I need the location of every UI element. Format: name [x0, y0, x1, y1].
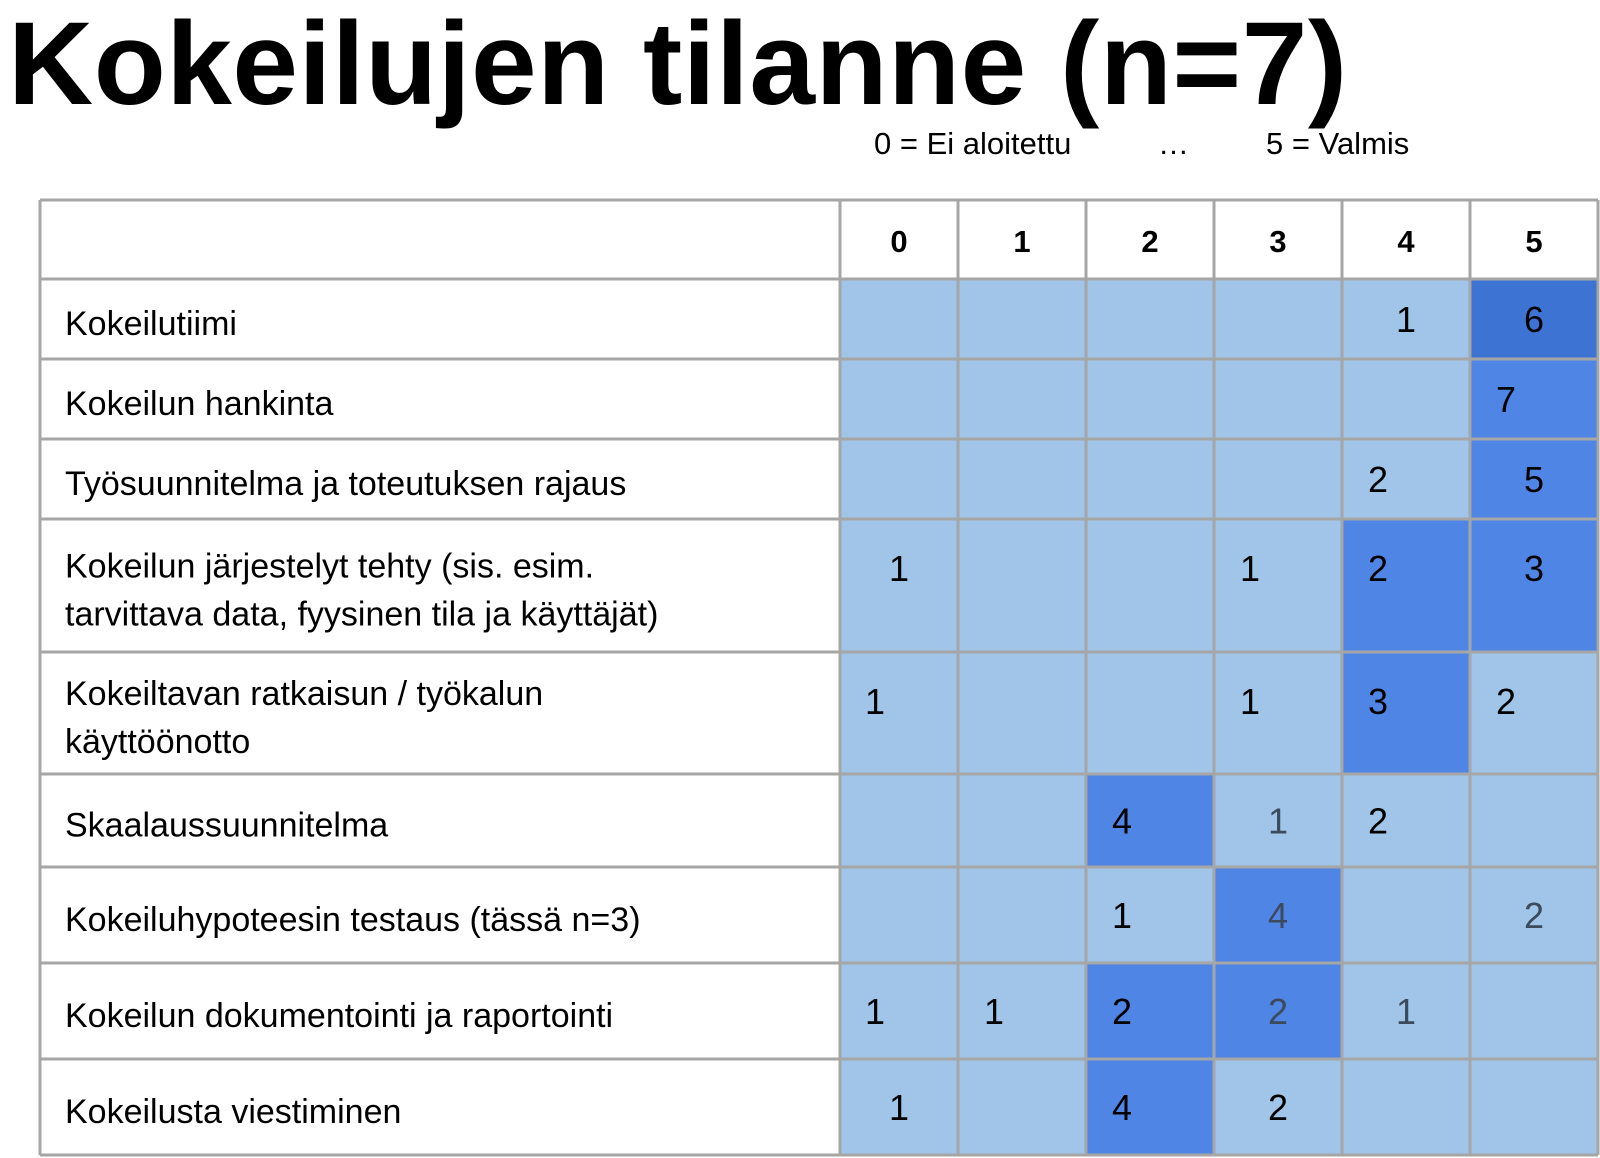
heatmap-cell: [958, 439, 1086, 519]
heatmap-cell: [1342, 519, 1470, 652]
cell-value: 2: [1523, 895, 1545, 936]
heatmap-cell: [1214, 359, 1342, 439]
heatmap-cell: [958, 652, 1086, 774]
heatmap-cell: [1086, 652, 1214, 774]
heatmap-cell: [958, 359, 1086, 439]
cell-value: 1: [1267, 800, 1289, 842]
cell-value: 1: [888, 548, 910, 589]
heatmap-cell: [1086, 439, 1214, 519]
heatmap-cell: [958, 279, 1086, 359]
heatmap-cell: [840, 359, 958, 439]
cell-value: 2: [1367, 459, 1389, 500]
heatmap-cell: [1470, 359, 1598, 439]
heatmap-cell: [1086, 774, 1214, 867]
cell-value: 1: [1395, 991, 1417, 1032]
heatmap-cell: [840, 439, 958, 519]
cell-value: 4: [1111, 1087, 1133, 1128]
scale-legend-end: 5 = Valmis: [1266, 126, 1410, 161]
row-label: tarvittava data, fyysinen tila ja käyttäjät): [65, 595, 659, 634]
heatmap-cell: [1470, 963, 1598, 1059]
heatmap-cell: [1214, 652, 1342, 774]
heatmap-cell: [1086, 963, 1214, 1059]
heatmap-cell: [1342, 652, 1470, 774]
heatmap-cell: [958, 867, 1086, 963]
column-header: 5: [1525, 224, 1543, 259]
heatmap-cell: [1214, 439, 1342, 519]
heatmap-cell: [958, 1059, 1086, 1155]
scale-legend-start: 0 = Ei aloitettu: [874, 126, 1072, 161]
scale-legend-ellipsis: …: [1158, 126, 1189, 161]
heatmap-cell: [1342, 359, 1470, 439]
cell-value: 2: [1495, 681, 1517, 722]
row-label: Työsuunnitelma ja toteutuksen rajaus: [65, 465, 627, 503]
heatmap-cell: [958, 519, 1086, 652]
heatmap-cell: [1342, 867, 1470, 963]
row-label: Kokeilun hankinta: [65, 385, 334, 423]
row-label: Kokeilun dokumentointi ja raportointi: [65, 997, 614, 1035]
column-header: 4: [1397, 224, 1415, 259]
heatmap-cell: [1342, 774, 1470, 867]
cell-value: 1: [864, 991, 886, 1032]
heatmap-cell: [840, 279, 958, 359]
cell-value: 1: [864, 681, 886, 722]
heatmap-cell: [1086, 279, 1214, 359]
row-label: Kokeilusta viestiminen: [65, 1093, 402, 1131]
heatmap-cell: [1470, 774, 1598, 867]
heatmap-cell: [1214, 519, 1342, 652]
heatmap-cell: [840, 774, 958, 867]
heatmap-cell: [840, 867, 958, 963]
cell-value: 6: [1523, 299, 1545, 340]
row-label: käyttöönotto: [65, 723, 251, 761]
cell-value: 2: [1367, 800, 1389, 842]
cell-value: 1: [1395, 299, 1417, 340]
cell-value: 3: [1523, 548, 1545, 589]
cell-value: 2: [1267, 991, 1289, 1032]
cell-value: 1: [1111, 895, 1133, 936]
row-label: Skaalaussuunnitelma: [65, 806, 389, 845]
heatmap-cell: [958, 963, 1086, 1059]
heatmap-cell: [840, 652, 958, 774]
heatmap-cell: [1086, 1059, 1214, 1155]
page-title: Kokeilujen tilanne (n=7): [8, 0, 1348, 130]
cell-value: 2: [1111, 991, 1133, 1032]
heatmap-cell: [1342, 439, 1470, 519]
heatmap-cell: [1086, 867, 1214, 963]
column-header: 0: [890, 224, 908, 259]
cell-value: 1: [1239, 548, 1261, 589]
cell-value: 2: [1267, 1087, 1289, 1128]
heatmap-cell: [1086, 519, 1214, 652]
cell-value: 2: [1367, 548, 1389, 589]
column-header: 1: [1013, 224, 1031, 259]
row-label: Kokeilun järjestelyt tehty (sis. esim.: [65, 547, 595, 586]
cell-value: 4: [1267, 895, 1289, 936]
row-label: Kokeiltavan ratkaisun / työkalun: [65, 675, 544, 713]
heatmap-cell: [1470, 1059, 1598, 1155]
cell-value: 7: [1495, 379, 1517, 420]
heatmap-cell: [1470, 652, 1598, 774]
heatmap-cell: [958, 774, 1086, 867]
cell-value: 1: [1239, 681, 1261, 722]
cell-value: 1: [983, 991, 1005, 1032]
cell-value: 3: [1367, 681, 1389, 722]
cell-value: 1: [888, 1087, 910, 1128]
column-header: 2: [1141, 224, 1159, 259]
cell-value: 4: [1111, 800, 1133, 842]
row-label: Kokeiluhypoteesin testaus (tässä n=3): [65, 901, 641, 939]
row-label: Kokeilutiimi: [65, 305, 237, 343]
heatmap-cell: [840, 963, 958, 1059]
heatmap-cell: [1342, 1059, 1470, 1155]
heatmap-cell: [1086, 359, 1214, 439]
heatmap-cell: [1214, 279, 1342, 359]
column-header: 3: [1269, 224, 1287, 259]
cell-value: 5: [1523, 459, 1545, 500]
